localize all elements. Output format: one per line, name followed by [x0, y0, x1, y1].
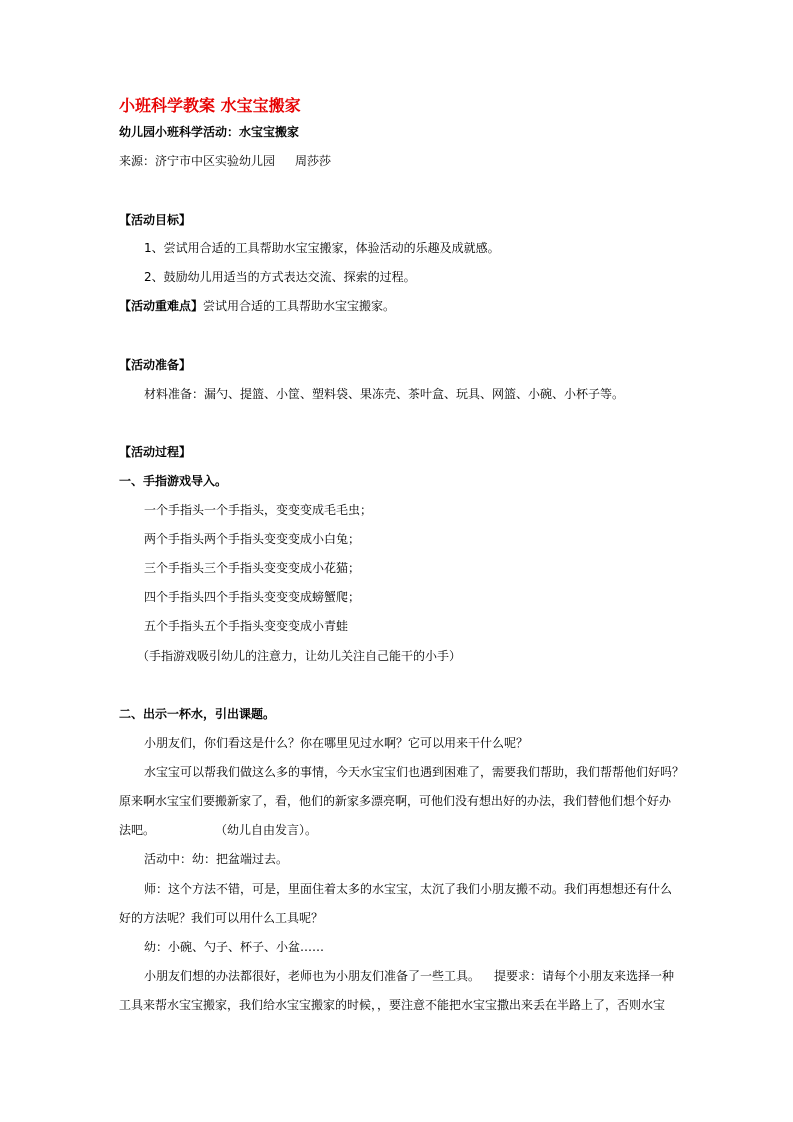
finger-rhyme-line: 四个手指头四个手指头变变变成螃蟹爬；	[144, 590, 361, 604]
source-label: 来源：济宁市中区实验幼儿园	[119, 154, 276, 168]
section1-note: （手指游戏吸引幼儿的注意力，让幼儿关注自己能干的小手）	[137, 649, 462, 663]
section2-paragraph-2-line-3	[119, 822, 317, 838]
free-speech-note: （幼儿自由发言）。	[215, 823, 318, 837]
goals-heading: 【活动目标】	[119, 213, 192, 227]
section2-paragraph-2-line-1: 水宝宝可以帮我们做这么多的事情，今天水宝宝们也遇到困难了，需要我们帮助，我们帮帮他们好吗？	[144, 765, 685, 779]
finger-rhyme-line: 两个手指头两个手指头变变变成小白兔；	[144, 532, 361, 546]
paragraph-2-ending: 法吧。	[119, 823, 156, 837]
tools-intro: 小朋友们想的办法都很好，老师也为小朋友们准备了一些工具。	[144, 969, 481, 983]
section2-paragraph-3: 活动中：幼：把盆端过去。	[144, 852, 289, 866]
section2-paragraph-1: 小朋友们，你们看这是什么？你在哪里见过水啊？它可以用来干什么呢？	[144, 736, 529, 750]
goal-item-2: 2、鼓励幼儿用适当的方式表达交流、探索的过程。	[144, 270, 416, 284]
goal-item-1: 1、尝试用合适的工具帮助水宝宝搬家，体验活动的乐趣及成就感。	[144, 241, 500, 255]
prep-text: 材料准备：漏勺、提篮、小筐、塑料袋、果冻壳、茶叶盒、玩具、网篮、小碗、小杯子等。	[144, 387, 625, 401]
section2-heading: 二、出示一杯水，引出课题。	[119, 707, 276, 721]
finger-rhyme-line: 五个手指头五个手指头变变变成小青蛙	[144, 619, 349, 633]
process-heading: 【活动过程】	[119, 445, 192, 459]
source-author: 周莎莎	[295, 154, 332, 168]
key-point-text: 尝试用合适的工具帮助水宝宝搬家。	[203, 299, 396, 313]
source-line	[119, 153, 331, 169]
section2-paragraph-6-line-1	[144, 968, 674, 984]
prep-heading: 【活动准备】	[119, 358, 192, 372]
section2-paragraph-4-line-2: 好的方法呢？我们可以用什么工具呢？	[119, 911, 324, 925]
section2-paragraph-2-line-2: 原来啊水宝宝们要搬新家了，看，他们的新家多漂亮啊，可他们没有想出好的办法，我们替他们想个好办	[119, 794, 672, 808]
key-point-line	[119, 298, 395, 314]
finger-rhyme-line: 一个手指头一个手指头，变变变成毛毛虫；	[144, 503, 373, 517]
finger-rhyme-line: 三个手指头三个手指头变变变成小花猫；	[144, 561, 361, 575]
document-title: 小班科学教案 水宝宝搬家	[119, 96, 301, 115]
key-point-label: 【活动重难点】	[119, 299, 204, 313]
section2-paragraph-4-line-1: 师：这个方法不错，可是，里面住着太多的水宝宝，太沉了我们小朋友搬不动。我们再想想还有什么	[144, 882, 673, 896]
document-subtitle: 幼儿园小班科学活动：水宝宝搬家	[119, 125, 300, 139]
section2-paragraph-5: 幼：小碗、勺子、杯子、小盆……	[144, 940, 325, 954]
section2-paragraph-6-line-2: 工具来帮水宝宝搬家，我们给水宝宝搬家的时候，，要注意不能把水宝宝撒出来丢在半路上了，否则水宝	[119, 998, 666, 1012]
requirement-start: 提要求：请每个小朋友来选择一种	[494, 969, 675, 983]
section1-heading: 一、手指游戏导入。	[119, 474, 228, 488]
